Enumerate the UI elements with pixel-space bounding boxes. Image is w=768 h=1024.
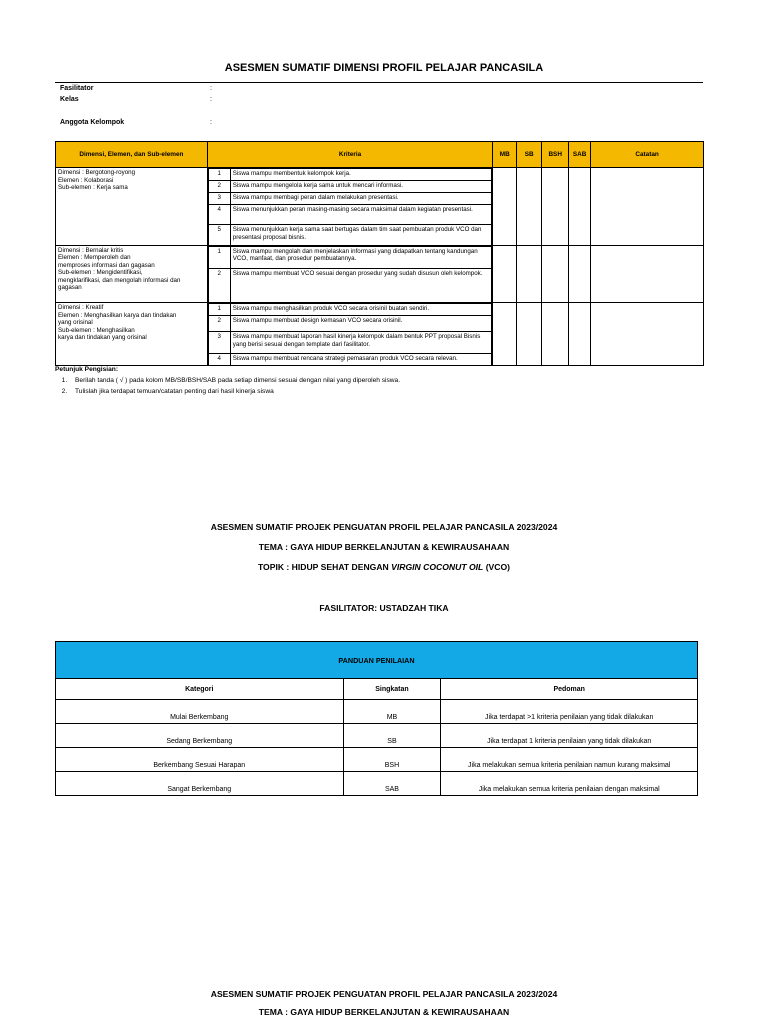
list-item: 2 Siswa mampu membuat VCO sesuai dengan prosedur yang sudah disusun oleh kelompok. (208, 268, 492, 302)
table-row (56, 168, 704, 246)
check-cell-sab[interactable] (569, 303, 591, 366)
field-label: Kelas (60, 96, 79, 103)
guide-column-headers (56, 679, 698, 700)
instructions-title: Petunjuk Pengisian: (55, 366, 119, 373)
field-kelas: Kelas : (60, 96, 212, 103)
list-item: 3 Siswa mampu membuat laporan hasil kinerja kelompok dalam bentuk PPT proposal Bisnis yang berisi sesuai dengan template dari fasilitator. (208, 332, 492, 354)
column-singkatan: Singkatan (343, 679, 441, 700)
table-row: Mulai Berkembang MB Jika terdapat >1 kriteria penilaian yang tidak dilakukan (56, 700, 698, 724)
criteria-list (208, 168, 493, 245)
field-label: Fasilitator (60, 85, 94, 92)
page2-theme: TEMA : GAYA HIDUP BERKELANJUTAN & KEWIRAUSAHAAN (258, 542, 510, 552)
header-kriteria: Kriteria (207, 142, 493, 168)
table-row (56, 303, 704, 366)
field-label: Anggota Kelompok (60, 119, 125, 126)
header-sab: SAB (569, 142, 591, 168)
page2-title: ASESMEN SUMATIF PROJEK PENGUATAN PROFIL PELAJAR PANCASILA 2023/2024 (210, 522, 558, 532)
header-mb: MB (493, 142, 517, 168)
page2-topic: TOPIK : HIDUP SEHAT DENGAN VIRGIN COCONUT OIL (VCO) (257, 562, 511, 572)
list-item: 1 Siswa mampu mengolah dan menjelaskan informasi yang didapatkan tentang kandungan VCO, manfaat, dan prosedur pembuatannya. (208, 246, 492, 268)
criteria-list (208, 303, 493, 365)
filling-instructions (55, 364, 400, 397)
topic-italic: VIRGIN COCONUT OIL (391, 562, 484, 572)
assessment-guide-table (55, 641, 698, 796)
check-cell-sb[interactable] (517, 168, 542, 246)
instruction-item: 2. Tulislah jika terdapat temuan/catatan penting dari hasil kinerja siswa (69, 386, 400, 397)
list-item: 3 Siswa mampu membagi peran dalam melakukan presentasi. (208, 193, 492, 205)
notes-cell[interactable] (591, 303, 704, 366)
column-pedoman: Pedoman (441, 679, 698, 700)
instruction-item: 1. Berilah tanda ( √ ) pada kolom MB/SB/BSH/SAB pada setiap dimensi sesuai dengan nilai yang diperoleh siswa. (69, 375, 400, 386)
list-item: 4 Siswa mampu membuat rencana strategi pemasaran produk VCO secara relevan. (208, 354, 492, 365)
check-cell-mb[interactable] (493, 245, 517, 303)
check-cell-mb[interactable] (493, 303, 517, 366)
check-cell-sab[interactable] (569, 245, 591, 303)
page3-title: ASESMEN SUMATIF PROJEK PENGUATAN PROFIL PELAJAR PANCASILA 2023/2024 (210, 989, 558, 999)
title-divider (55, 82, 703, 83)
guide-header: PANDUAN PENILAIAN (56, 642, 698, 679)
notes-cell[interactable] (591, 168, 704, 246)
criteria-list (208, 246, 493, 303)
table-row: Sedang Berkembang SB Jika terdapat 1 kriteria penilaian yang tidak dilakukan (56, 724, 698, 748)
page3-theme: TEMA : GAYA HIDUP BERKELANJUTAN & KEWIRAUSAHAAN (258, 1007, 510, 1017)
check-cell-sb[interactable] (517, 245, 542, 303)
check-cell-sab[interactable] (569, 168, 591, 246)
check-cell-bsh[interactable] (542, 303, 569, 366)
dimension-cell: Dimensi : Bernalar kritis Elemen : Memperoleh dan memproses informasi dan gagasan Sub-elemen : Mengidentifikasi, mengklarifikasi, dan mengolah informasi dan gagasan (56, 245, 208, 303)
list-item: 1 Siswa mampu membentuk kelompok kerja. (208, 169, 492, 181)
header-sb: SB (517, 142, 542, 168)
notes-cell[interactable] (591, 245, 704, 303)
dimension-cell: Dimensi : Kreatif Elemen : Menghasilkan karya dan tindakan yang orisinal Sub-elemen : Menghasilkan karya dan tindakan yang orisinal (56, 303, 208, 366)
table-row: Berkembang Sesuai Harapan BSH Jika melakukan semua kriteria penilaian namun kurang maksimal (56, 748, 698, 772)
check-cell-bsh[interactable] (542, 168, 569, 246)
field-fasilitator: Fasilitator : (60, 85, 212, 92)
list-item: 2 Siswa mampu membuat design kemasan VCO secara orisinil. (208, 316, 492, 332)
check-cell-sb[interactable] (517, 303, 542, 366)
column-kategori: Kategori (56, 679, 344, 700)
rubric-header-row (56, 142, 704, 168)
list-item: 4 Siswa menunjukkan peran masing-masing secara maksimal dalam kegiatan presentasi. (208, 205, 492, 225)
list-item: 2 Siswa mampu mengelola kerja sama untuk mencari informasi. (208, 181, 492, 193)
check-cell-mb[interactable] (493, 168, 517, 246)
assessment-rubric-table (55, 141, 704, 366)
table-row (56, 245, 704, 303)
header-dimensi: Dimensi, Elemen, dan Sub-elemen (56, 142, 208, 168)
page2-facilitator: FASILITATOR: USTADZAH TIKA (319, 603, 449, 613)
page1-title: ASESMEN SUMATIF DIMENSI PROFIL PELAJAR PANCASILA (224, 62, 544, 74)
field-anggota-kelompok: Anggota Kelompok : (60, 119, 212, 126)
dimension-cell: Dimensi : Bergotong-royong Elemen : Kolaborasi Sub-elemen : Kerja sama (56, 168, 208, 246)
list-item: 5 Siswa menunjukkan kerja sama saat bertugas dalam tim saat pembuatan produk VCO dan presentasi proposal bisnis. (208, 225, 492, 245)
list-item: 1 Siswa mampu menghasilkan produk VCO secara orisinil buatan sendiri. (208, 304, 492, 316)
table-row: Sangat Berkembang SAB Jika melakukan semua kriteria penilaian dengan maksimal (56, 772, 698, 796)
header-bsh: BSH (542, 142, 569, 168)
header-catatan: Catatan (591, 142, 704, 168)
check-cell-bsh[interactable] (542, 245, 569, 303)
